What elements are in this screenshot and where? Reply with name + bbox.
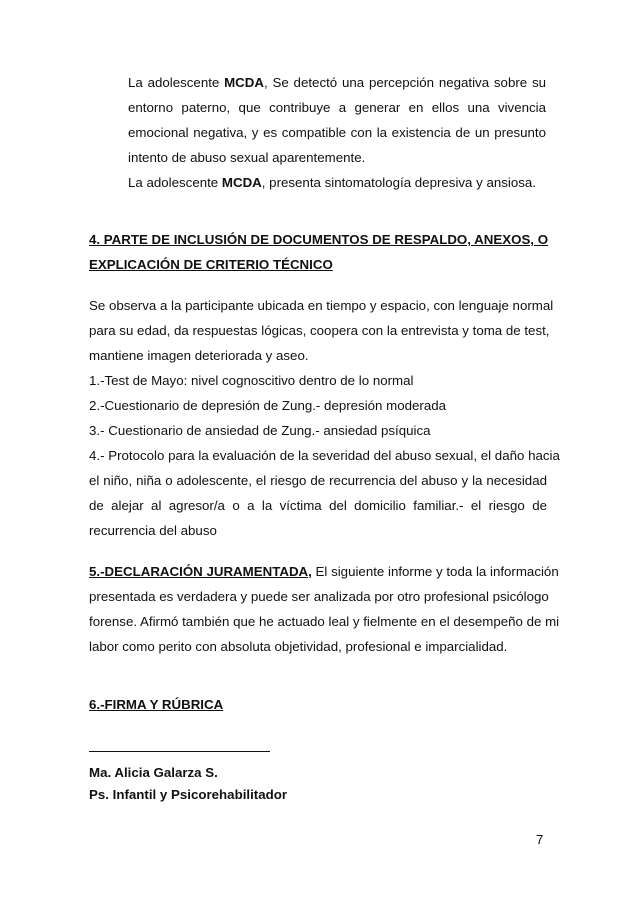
section-heading: 6.-FIRMA Y RÚBRICA (89, 697, 224, 712)
body-line: forense. Afirmó también que he actuado leal y fielmente en el desempeño de mi (89, 614, 560, 629)
subject-code: MCDA (224, 75, 264, 90)
test-item: recurrencia del abuso (89, 523, 217, 538)
body-text: El siguiente informe y toda la información (311, 564, 559, 579)
intro-text: , Se detectó una percepción negativa sobre su (264, 75, 547, 90)
intro-text: La adolescente (128, 75, 225, 90)
intro-text: La adolescente (128, 175, 222, 190)
test-item: el niño, niña o adolescente, el riesgo de recurrencia del abuso y la necesidad (89, 473, 547, 488)
intro-line (128, 70, 546, 95)
page-number: 7 (536, 832, 544, 847)
intro-line: intento de abuso sexual aparentemente. (128, 150, 366, 165)
signature-line (89, 751, 270, 752)
test-item: de alejar al agresor/a o a la víctima del domicilio familiar.- el riesgo de (89, 498, 547, 513)
signer-name: Ma. Alicia Galarza S. (89, 765, 218, 780)
section-4-heading (89, 227, 547, 277)
intro-line: emocional negativa, y es compatible con la existencia de un presunto (128, 125, 546, 140)
section-5-line (89, 559, 559, 584)
section-5 (89, 559, 560, 659)
test-item: 1.-Test de Mayo: nivel cognoscitivo dentro de lo normal (89, 373, 414, 388)
subject-code: MCDA (221, 175, 262, 190)
section-heading: 5.-DECLARACIÓN JURAMENTADA, (89, 564, 312, 579)
section-heading-line: 4. PARTE DE INCLUSIÓN DE DOCUMENTOS DE RESPALDO, ANEXOS, O (89, 232, 549, 247)
test-item: 3.- Cuestionario de ansiedad de Zung.- ansiedad psíquica (89, 423, 431, 438)
intro-line (128, 170, 546, 195)
intro-paragraph (128, 70, 546, 195)
section-4-body (89, 293, 560, 543)
section-6 (89, 692, 547, 717)
body-line: Se observa a la participante ubicada en tiempo y espacio, con lenguaje normal (89, 298, 554, 313)
body-line: labor como perito con absoluta objetividad, profesional e imparcialidad. (89, 639, 508, 654)
body-line: para su edad, da respuestas lógicas, coopera con la entrevista y toma de test, (89, 323, 550, 338)
signer-title: Ps. Infantil y Psicorehabilitador (89, 787, 288, 802)
body-line: presentada es verdadera y puede ser analizada por otro profesional psicólogo (89, 589, 549, 604)
test-item: 4.- Protocolo para la evaluación de la severidad del abuso sexual, el daño hacia (89, 448, 560, 463)
intro-line: entorno paterno, que contribuye a generar en ellos una vivencia (128, 100, 546, 115)
body-line: mantiene imagen deteriorada y aseo. (89, 348, 309, 363)
section-heading-line: EXPLICACIÓN DE CRITERIO TÉCNICO (89, 257, 333, 272)
intro-text: , presenta sintomatología depresiva y ansiosa. (261, 175, 537, 190)
test-item: 2.-Cuestionario de depresión de Zung.- depresión moderada (89, 398, 447, 413)
